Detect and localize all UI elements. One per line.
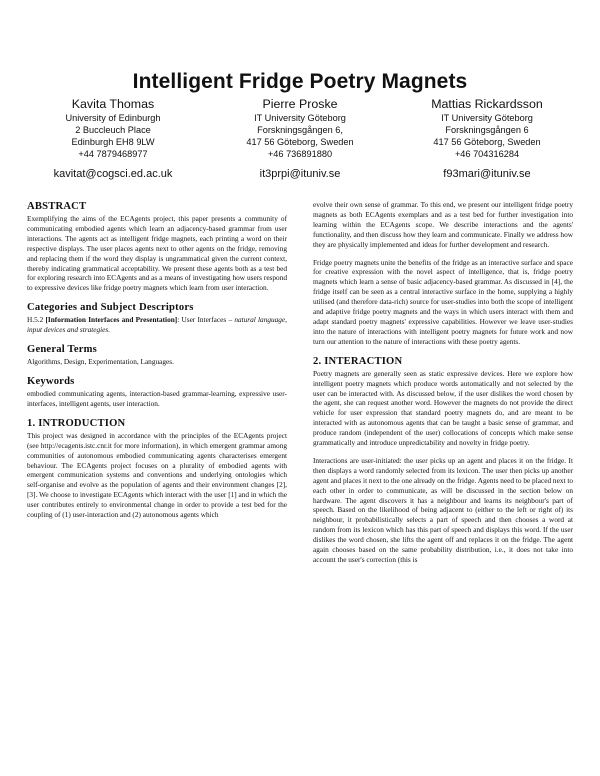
category-bold: [Information Interfaces and Presentation]	[45, 315, 178, 325]
author-name: Kavita Thomas	[71, 97, 155, 111]
author-affiliation: University of Edinburgh	[65, 113, 161, 123]
author-address: 417 56 Göteborg, Sweden	[246, 137, 354, 147]
abstract-heading: ABSTRACT	[27, 201, 87, 212]
introduction-heading: 1. INTRODUCTION	[27, 417, 126, 429]
category-plain: : User Interfaces –	[177, 315, 235, 325]
author-address: 417 56 Göteborg, Sweden	[433, 137, 541, 147]
author-address: Edinburgh EH8 9LW	[71, 137, 155, 147]
general-terms-text: Algorithms, Design, Experimentation, Languages.	[27, 357, 174, 367]
paper-title: Intelligent Fridge Poetry Magnets	[132, 70, 468, 93]
author-phone: +46 704316284	[454, 149, 520, 159]
author-email: f93mari@ituniv.se	[443, 168, 531, 180]
introduction-paragraph: This project was designed in accordance with the principles of the ECAgents project (see http://ecagents.istc.cnr.it for more information), in which emergent grammar among communities of autonomous embodied communicating agents characterises emergent behaviour. The ECAgents project focuses on a plurality of embodied agents with emergent communication systems and conventions and underlying ontologies which self-organise and evolve as the population of agents and their environment changes [2], [3]. We choose to investigate ECAgents which interact with the user [1] and in which the user contributes entirely to environmental change in order to provide a test bed for the coupling of (1) user-interaction and (2) autonomous agents which	[27, 430, 287, 520]
category-code: H.5.2	[27, 315, 44, 325]
author-phone: +44 7879468977	[78, 149, 148, 159]
author-address: Forskningsgången 6,	[257, 125, 343, 135]
keywords-text: embodied communicating agents, interaction-based grammar-learning, expressive user-interfaces, intelligent agents, user interaction.	[27, 388, 287, 408]
author-address: 2 Buccleuch Place	[75, 125, 151, 135]
keywords-heading: Keywords	[27, 375, 75, 387]
categories-heading: Categories and Subject Descriptors	[27, 302, 194, 314]
introduction-paragraph-continued: evolve their own sense of grammar. To this end, we present our intelligent fridge poetry magnets as both ECAgents exemplars and as a test bed for further investigation into learning within the ECAgents scope. We describe interactions and the agents' functionality, and then discuss how they learn and communicate. Finally we address how they are physically implemented and ideas for further development and research.	[313, 200, 573, 249]
author-3	[394, 97, 580, 181]
interaction-paragraph-2: Interactions are user-initiated: the user picks up an agent and places it on the fridge. It then displays a word randomly selected from its lexicon. The user then picks up another agent and places it next to the one already on the fridge. Agents need to be placed next to each other in order to communicate, as will be discussed in the section below on hardware. The agent discovers it has a neighbour and learns its neighbour's part of speech. Based on the likelihood of being adjacent to (either to the left or right of) its neighbour, it probabilistically selects a part of speech and then chooses a word at random from its lexicon which has this part of speech and displays this word. If the user dislikes the word chosen, she lifts the agent off and replaces it on the fridge. The agent again chooses based on the same probability distribution, i.e., it does not take into account the user's correction (this is	[313, 455, 573, 564]
author-name: Pierre Proske	[262, 97, 338, 111]
author-address: Forskningsgången 6	[445, 125, 529, 135]
abstract-text: Exemplifying the aims of the ECAgents project, this paper presents a community of communicating embodied agents which learn an adjacency-based grammar from user interactions. The agents act as intelligent fridge magnets, each printing a word on their respective displays. The user places agents next to other agents on the fridge, removing and replacing them if the word they display is ungrammatical given the current context, thereby indicating grammatical acceptability. We present these agents both as a test bed for exploring research into ECAgents and as a means of investigating how users respond to expressive devices like fridge poetry magnets which learn from user interaction.	[27, 214, 287, 293]
author-phone: +46 736891880	[267, 149, 333, 159]
author-1	[20, 97, 206, 181]
interaction-paragraph-1: Poetry magnets are generally seen as static expressive devices. Here we explore how intelligent poetry magnets which produce words automatically and not selected by the user can be interacted with. As discussed below, if the user dislikes the word chosen by the agent, she can request another word. However the magnets do not provide the direct vehicle for user expression that standard poetry magnets do, and are meant to be interacted with as autonomous agents that can be taught a basic sense of grammar, and produce random (independent of the user) collocations of concepts which make sense grammatically and introduce unpredictability and novelty in fridge poetry.	[313, 368, 573, 448]
right-column	[313, 200, 573, 565]
author-email: it3prpi@ituniv.se	[259, 168, 341, 180]
category-italic: natural language, input devices and strategies.	[27, 315, 287, 335]
categories-text	[27, 315, 287, 335]
author-email: kavitat@cogsci.ed.ac.uk	[53, 168, 173, 180]
interaction-heading: 2. INTERACTION	[313, 355, 403, 367]
introduction-paragraph-2: Fridge poetry magnets unite the benefits of the fridge as an interactive surface and space for creative expression with the novel aspect of intelligence, that is, fridge poetry magnets which learn a sense of basic adjacency-based grammar. As discussed in [4], the fridge itself can be seen as a central interactive surface in the home, supplying a highly utilised (and therefore data-rich) source for user-studies into both the scope of intelligent and adaptive fridge poetry magnets and the ways in which users interact with them and adapt standard poetry magnets' expressive capabilities. However we leave user-studies into the nature of interactions with intelligent poetry magnets for future work and now turn our attention to the nature of interactions with these poetry agents.	[313, 257, 573, 346]
author-affiliation: IT University Göteborg	[441, 113, 533, 123]
left-column	[27, 200, 287, 520]
author-name: Mattias Rickardsson	[431, 97, 543, 111]
author-affiliation: IT University Göteborg	[254, 113, 346, 123]
author-2	[207, 97, 393, 181]
author-block	[20, 97, 580, 181]
general-terms-heading: General Terms	[27, 344, 97, 356]
